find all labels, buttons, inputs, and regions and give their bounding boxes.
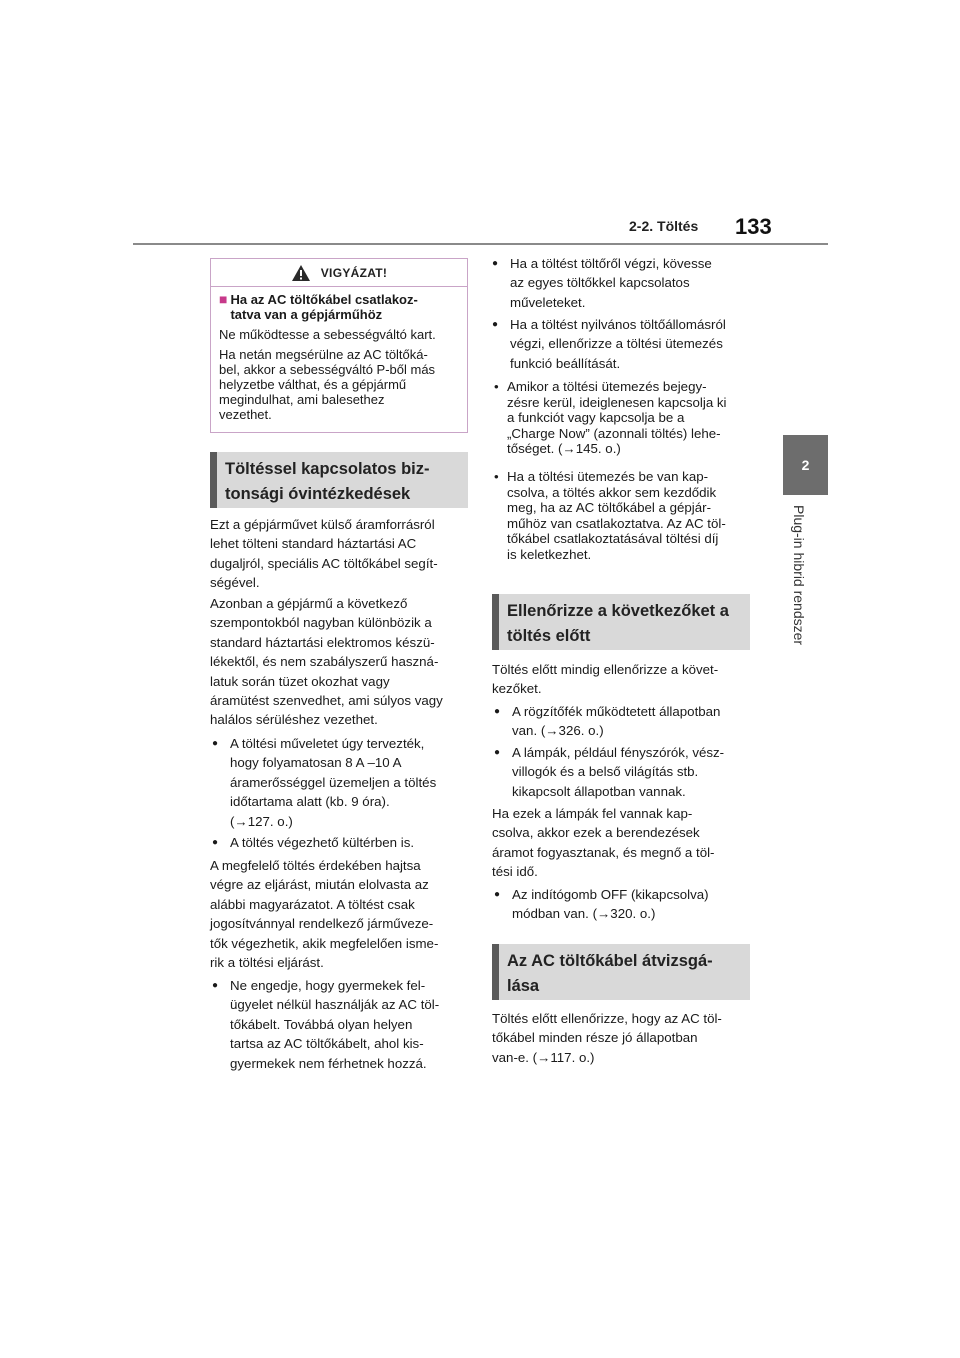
heading-safety — [210, 452, 468, 508]
right-bullet-4 — [494, 743, 734, 801]
page-number: 133 — [735, 214, 772, 239]
right-paragraph-1 — [492, 660, 744, 699]
left-bullet-2 — [212, 833, 452, 852]
chapter-tab — [783, 435, 828, 495]
caution-line-2: Ha netán megsérülne az AC töltőká- bel, akkor a sebességváltó P-ből más helyzetbe válthat, és a gépjármű megindulhat, ami balesethez vezethet. — [219, 347, 436, 422]
right-note-1-text: Amikor a töltési ütemezés bejegy- zésre kerül, ideiglenesen kapcsolja ki a funkciót vagy kapcsolja be a „Charge Now” (azonnali töltés) lehe- tőséget. (→145. o.) — [507, 379, 727, 456]
right-paragraph-2 — [492, 804, 744, 882]
left-bullet-1-text: A töltési műveletet úgy tervezték, hogy folyamatosan 8 A –10 A áramerősséggel üzemeljen a töltés időtartama alatt (kb. 9 óra). (→127. o.) — [230, 736, 437, 829]
left-paragraph-3-text: A megfelelő töltés érdekében hajtsa végre az eljárást, miután elolvasta az alábbi magyarázatot. A töltést csak jogosítvánnyal rendelkező járműveze- tők végezhetik, akik megfelelően isme- rik a töltési eljárást. — [210, 858, 439, 971]
caution-title — [219, 292, 461, 322]
left-paragraph-3 — [210, 856, 462, 972]
right-paragraph-3 — [492, 1009, 744, 1067]
warning-triangle-icon — [291, 264, 311, 282]
right-bullet-5-text: Az indítógomb OFF (kikapcsolva) módban van. (→320. o.) — [512, 887, 709, 922]
left-paragraph-2 — [210, 594, 462, 730]
right-note-2 — [492, 469, 744, 562]
caution-box — [210, 258, 468, 433]
heading-cable-inspection — [492, 944, 750, 1000]
right-bullet-1 — [492, 254, 732, 312]
left-paragraph-1-text: Ezt a gépjárművet külső áramforrásról lehet tölteni standard háztartási AC dugaljról, speciális AC töltőkábel segít- ségével. — [210, 517, 438, 591]
left-bullet-1 — [212, 734, 452, 831]
left-bullet-2-text: A töltés végezhető kültérben is. — [230, 835, 415, 850]
header-rule — [133, 243, 828, 245]
right-bullet-5 — [494, 885, 734, 924]
right-bullet-2-text: Ha a töltést nyilvános töltőállomásról végzi, ellenőrizze a töltési ütemezés funkció beállítását. — [510, 317, 726, 371]
section-label: 2-2. Töltés — [629, 218, 699, 234]
chapter-label: Plug-in hibrid rendszer — [791, 505, 807, 646]
heading-check-before — [492, 594, 750, 650]
right-paragraph-1-text: Töltés előtt mindig ellenőrizze a követ- kezőket. — [492, 662, 719, 697]
right-paragraph-3-text: Töltés előtt ellenőrizze, hogy az AC töl- tőkábel minden része jó állapotban van-e. (→117. o.) — [492, 1011, 722, 1065]
left-bullet-3 — [212, 976, 452, 1073]
left-paragraph-1 — [210, 515, 462, 593]
caution-body — [211, 287, 467, 422]
left-paragraph-2-text: Azonban a gépjármű a következő szempontokból nagyban különbözik a standard háztartási elektromos készü- lékektől, és nem szabályszerű haszná- latuk során tüzet okozhat vagy áramütést szenvedhet, ami súlyos vagy halálos sérüléshez vezethet. — [210, 596, 443, 728]
caution-header — [211, 259, 467, 287]
right-note-2-text: Ha a töltési ütemezés be van kap- csolva, a töltés akkor sem kezdődik meg, ha az AC töltőkábel a gépjár- műhöz van csatlakoztatva. Az AC töl- tőkábel csatlakoztatásával töltési díj is keletkezhet. — [507, 469, 726, 562]
right-bullet-1-text: Ha a töltést töltőről végzi, kövesse az egyes töltőkkel kapcsolatos műveleteket. — [510, 256, 712, 310]
heading-cable-inspection-text: Az AC töltőkábel átvizsgá- lása — [507, 952, 713, 995]
right-paragraph-2-text: Ha ezek a lámpák fel vannak kap- csolva, akkor ezek a berendezések áramot fogyasztanak, és megnő a töl- tési idő. — [492, 806, 715, 880]
right-bullet-3 — [494, 702, 734, 741]
heading-check-before-text: Ellenőrizze a következőket a töltés előtt — [507, 602, 729, 645]
caution-line-1: Ne működtesse a sebességváltó kart. — [219, 327, 436, 342]
left-bullet-3-text: Ne engedje, hogy gyermekek fel- ügyelet nélkül használják az AC töl- tőkábelt. Továbbá olyan helyen tartsa az AC töltőkábelt, ahol kis- gyermekek nem férhetnek hozzá. — [230, 978, 440, 1071]
right-bullet-2 — [492, 315, 732, 373]
right-bullet-4-text: A lámpák, például fényszórók, vész- villogók és a belső világítás stb. kikapcsolt állapotban vannak. — [512, 745, 725, 799]
caution-title-text: Ha az AC töltőkábel csatlakoz- tatva van a gépjárműhöz — [230, 292, 418, 322]
heading-safety-text: Töltéssel kapcsolatos biz- tonsági óvintézkedések — [225, 460, 430, 503]
right-bullet-3-text: A rögzítőfék működtetett állapotban van. (→326. o.) — [512, 704, 721, 739]
chapter-number: 2 — [801, 457, 810, 473]
right-note-1 — [492, 379, 744, 457]
square-bullet-icon: ■ — [219, 291, 228, 307]
caution-label: VIGYÁZAT! — [320, 265, 388, 280]
